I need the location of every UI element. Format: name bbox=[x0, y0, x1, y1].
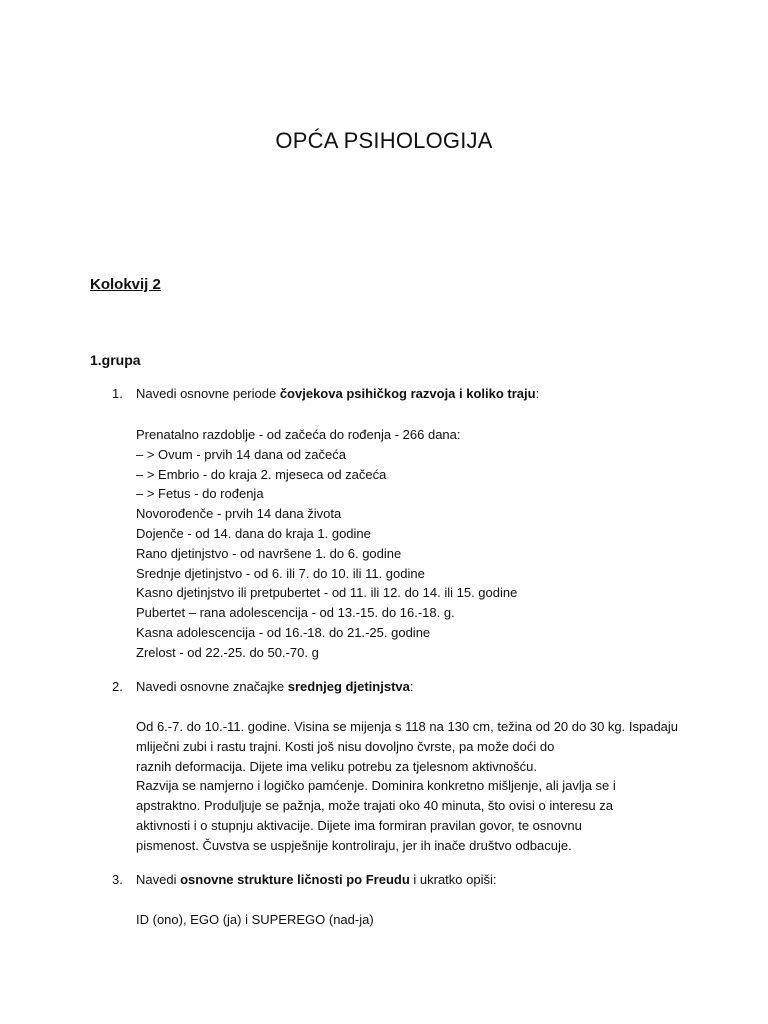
answer-line: Kasno djetinjstvo ili pretpubertet - od 11. ili 12. do 14. ili 15. godine bbox=[136, 585, 518, 601]
question-suffix: : bbox=[535, 386, 540, 401]
answer-line: – > Embrio - do kraja 2. mjeseca od začeća bbox=[136, 466, 387, 482]
question-number: 3. bbox=[112, 872, 123, 887]
page-title: OPĆA PSIHOLOGIJA bbox=[275, 128, 493, 153]
answer-line: Pubertet – rana adolescencija - od 13.-15. do 16.-18. g. bbox=[136, 605, 455, 621]
question-suffix: : bbox=[409, 679, 414, 694]
answer-1 bbox=[136, 425, 517, 663]
answer-line: Zrelost - od 22.-25. do 50.-70. g bbox=[136, 644, 319, 660]
answer-line: Prenatalno razdoblje - od začeća do rođenja - 266 dana: bbox=[136, 427, 461, 442]
group-heading: 1.grupa bbox=[90, 352, 141, 368]
answer-2 bbox=[136, 717, 678, 856]
answer-line: ID (ono), EGO (ja) i SUPEREGO (nad-ja) bbox=[136, 912, 374, 927]
answer-line: Od 6.-7. do 10.-11. godine. Visina se mijenja s 118 na 130 cm, težina od 20 do 30 kg. Ispadaju bbox=[136, 719, 679, 734]
answer-line: Razvija se namjerno i logičko pamćenje. Dominira konkretno mišljenje, ali javlja se i bbox=[136, 778, 616, 794]
question-suffix: i ukratko opiši: bbox=[409, 872, 497, 887]
answer-line: Rano djetinjstvo - od navršene 1. do 6. godine bbox=[136, 545, 402, 561]
question-2 bbox=[112, 677, 413, 697]
answer-line: mliječni zubi i rastu trajni. Kosti još nisu dovoljno čvrste, pa može doći do bbox=[136, 738, 555, 754]
answer-line: pismenost. Čuvstva se uspješnije kontroliraju, jer ih inače društvo odbacuje. bbox=[136, 837, 572, 853]
section-heading: Kolokvij 2 bbox=[90, 276, 161, 293]
question-emphasis: osnovne strukture ličnosti po Freudu bbox=[180, 872, 410, 887]
question-1 bbox=[112, 384, 539, 404]
question-text: Navedi osnovne periode bbox=[136, 386, 280, 401]
question-number: 2. bbox=[112, 679, 123, 694]
question-text: Navedi bbox=[136, 872, 181, 887]
question-emphasis: čovjekova psihičkog razvoja i koliko traju bbox=[279, 386, 536, 401]
answer-3 bbox=[136, 910, 374, 930]
answer-line: Novorođenče - prvih 14 dana života bbox=[136, 506, 342, 522]
question-3 bbox=[112, 870, 496, 890]
question-number: 1. bbox=[112, 386, 123, 401]
answer-line: apstraktno. Produljuje se pažnja, može trajati oko 40 minuta, što ovisi o interesu za bbox=[136, 798, 613, 814]
answer-line: raznih deformacija. Dijete ima veliku potrebu za tjelesnom aktivnošću. bbox=[136, 758, 538, 774]
question-text: Navedi osnovne značajke bbox=[136, 679, 288, 694]
answer-line: Srednje djetinjstvo - od 6. ili 7. do 10. ili 11. godine bbox=[136, 565, 425, 581]
answer-line: Kasna adolescencija - od 16.-18. do 21.-25. godine bbox=[136, 624, 431, 640]
answer-line: Dojenče - od 14. dana do kraja 1. godine bbox=[136, 525, 371, 541]
answer-line: – > Fetus - do rođenja bbox=[136, 486, 264, 502]
answer-line: aktivnosti i o stupnju aktivacije. Dijete ima formiran pravilan govor, te osnovnu bbox=[136, 817, 582, 833]
answer-line: – > Ovum - prvih 14 dana od začeća bbox=[136, 446, 346, 462]
question-emphasis: srednjeg djetinjstva bbox=[287, 679, 410, 694]
